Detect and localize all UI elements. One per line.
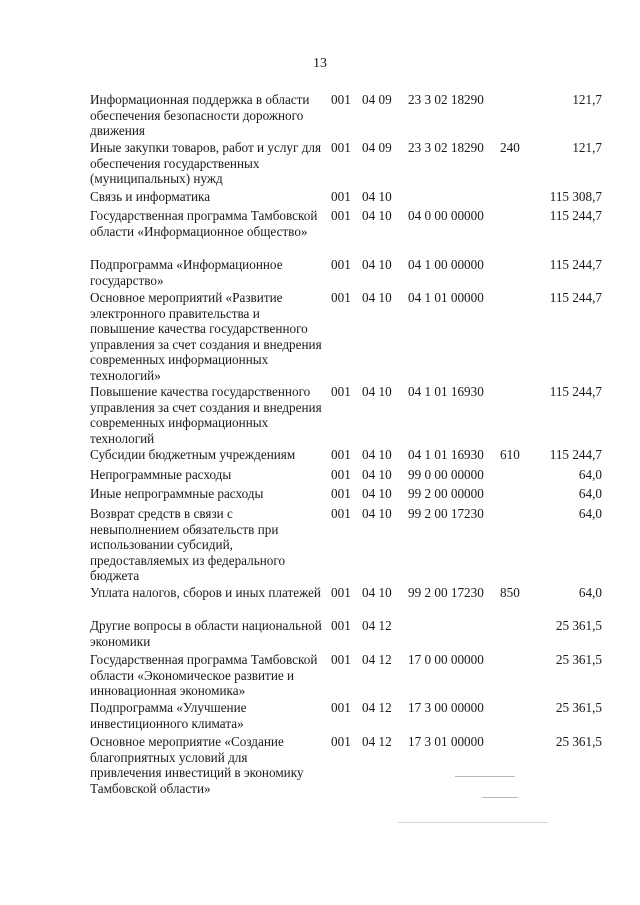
page-number: 13: [313, 56, 327, 71]
row-target-code: 99 0 00 00000: [408, 467, 484, 482]
row-section-code: 04 10: [362, 467, 392, 482]
row-expense-type: 850: [500, 585, 520, 600]
row-amount: 115 244,7: [549, 208, 602, 223]
row-name: Субсидии бюджетным учреждениям: [90, 447, 296, 462]
row-target-code: 99 2 00 17230: [408, 506, 484, 521]
scan-speck: [398, 822, 548, 823]
row-amount: 64,0: [578, 506, 602, 521]
row-target-code: 23 3 02 18290: [408, 140, 484, 155]
row-amount: 64,0: [578, 585, 602, 600]
row-section-code: 04 09: [362, 92, 392, 107]
row-amount: 115 244,7: [549, 384, 602, 399]
row-ministry-code: 001: [331, 384, 351, 399]
row-name: Государственная программа Тамбовской области «Экономическое развитие и инновационная экономика»: [90, 652, 318, 699]
row-ministry-code: 001: [331, 447, 351, 462]
row-name: Непрограммные расходы: [90, 467, 232, 482]
row-amount: 115 244,7: [549, 290, 602, 305]
scan-speck: [482, 797, 518, 798]
row-ministry-code: 001: [331, 734, 351, 749]
row-ministry-code: 001: [331, 506, 351, 521]
row-amount: 115 244,7: [549, 447, 602, 462]
row-name: Иные непрограммные расходы: [90, 486, 264, 501]
row-ministry-code: 001: [331, 486, 351, 501]
row-target-code: 23 3 02 18290: [408, 92, 484, 107]
row-target-code: 99 2 00 17230: [408, 585, 484, 600]
row-section-code: 04 10: [362, 447, 392, 462]
row-amount: 115 308,7: [549, 189, 602, 204]
row-section-code: 04 10: [362, 506, 392, 521]
row-name: Подпрограмма «Улучшение инвестиционного климата»: [90, 700, 247, 731]
row-name: Возврат средств в связи с невыполнением обязательств при использовании субсидий, предоставляемых из федерального бюджета: [90, 506, 286, 584]
row-amount: 25 361,5: [555, 652, 602, 667]
row-ministry-code: 001: [331, 189, 351, 204]
row-target-code: 04 1 00 00000: [408, 257, 484, 272]
row-target-code: 04 1 01 16930: [408, 384, 484, 399]
row-section-code: 04 09: [362, 140, 392, 155]
row-name: Другие вопросы в области национальной экономики: [90, 618, 322, 649]
row-name: Информационная поддержка в области обеспечения безопасности дорожного движения: [90, 92, 310, 139]
row-section-code: 04 10: [362, 257, 392, 272]
row-ministry-code: 001: [331, 257, 351, 272]
row-ministry-code: 001: [331, 700, 351, 715]
row-amount: 64,0: [578, 467, 602, 482]
row-name: Подпрограмма «Информационное государство»: [90, 257, 283, 288]
row-ministry-code: 001: [331, 140, 351, 155]
row-amount: 121,7: [572, 92, 602, 107]
row-amount: 115 244,7: [549, 257, 602, 272]
row-section-code: 04 10: [362, 585, 392, 600]
row-name: Повышение качества государственного управления за счет создания и внедрения современных информационных технологий: [90, 384, 322, 446]
row-target-code: 17 3 01 00000: [408, 734, 484, 749]
row-name: Связь и информатика: [90, 189, 211, 204]
row-section-code: 04 10: [362, 189, 392, 204]
row-amount: 25 361,5: [555, 618, 602, 633]
row-target-code: 17 0 00 00000: [408, 652, 484, 667]
row-ministry-code: 001: [331, 652, 351, 667]
row-target-code: 17 3 00 00000: [408, 700, 484, 715]
row-target-code: 04 1 01 00000: [408, 290, 484, 305]
row-expense-type: 610: [500, 447, 520, 462]
row-section-code: 04 10: [362, 486, 392, 501]
row-name: Иные закупки товаров, работ и услуг для обеспечения государственных (муниципальных) нужд: [90, 140, 322, 187]
row-ministry-code: 001: [331, 585, 351, 600]
row-section-code: 04 10: [362, 208, 392, 223]
row-name: Уплата налогов, сборов и иных платежей: [90, 585, 321, 600]
row-target-code: 04 1 01 16930: [408, 447, 484, 462]
row-section-code: 04 12: [362, 700, 392, 715]
scan-speck: [455, 776, 515, 777]
row-ministry-code: 001: [331, 208, 351, 223]
row-amount: 25 361,5: [555, 734, 602, 749]
row-section-code: 04 12: [362, 618, 392, 633]
row-ministry-code: 001: [331, 467, 351, 482]
row-expense-type: 240: [500, 140, 520, 155]
row-section-code: 04 12: [362, 734, 392, 749]
row-amount: 121,7: [572, 140, 602, 155]
row-target-code: 04 0 00 00000: [408, 208, 484, 223]
row-name: Основное мероприятие «Создание благоприятных условий для привлечения инвестиций в экономику Тамбовской области»: [90, 734, 304, 796]
row-name: Государственная программа Тамбовской области «Информационное общество»: [90, 208, 318, 239]
row-section-code: 04 12: [362, 652, 392, 667]
row-target-code: 99 2 00 00000: [408, 486, 484, 501]
row-amount: 64,0: [578, 486, 602, 501]
row-section-code: 04 10: [362, 384, 392, 399]
row-ministry-code: 001: [331, 290, 351, 305]
row-name: Основное мероприятий «Развитие электронного правительства и повышение качества государственного управления за счет создания и внедрения современных информационных технологий»: [90, 290, 322, 383]
row-ministry-code: 001: [331, 92, 351, 107]
row-ministry-code: 001: [331, 618, 351, 633]
row-section-code: 04 10: [362, 290, 392, 305]
row-amount: 25 361,5: [555, 700, 602, 715]
